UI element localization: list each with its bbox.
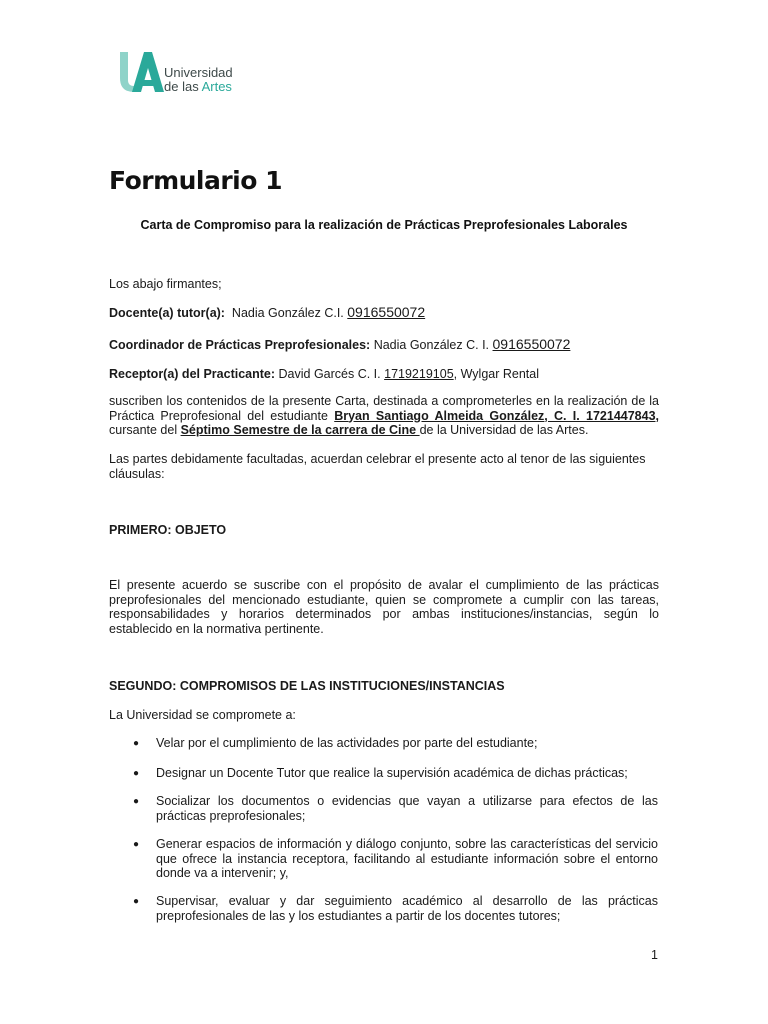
list-bullet: ●: [133, 839, 140, 850]
logo-line-1: Universidad: [164, 65, 233, 80]
primero-heading: PRIMERO: OBJETO: [109, 523, 227, 537]
logo-line-2: [164, 80, 233, 94]
coordinador-label: Coordinador de Prácticas Preprofesionales:: [109, 338, 371, 352]
list-item: Generar espacios de información y diálogo conjunto, sobre las características del servicio que ofrece la instancia receptora, facilitando al estudiante información sobre el entorno donde va a intervenir; y,: [156, 837, 658, 880]
coordinador-id: 0916550072: [492, 336, 571, 352]
coordinador-line: [109, 337, 659, 353]
student-name: Bryan Santiago Almeida González, C. I. 1721447843,: [334, 408, 660, 423]
intro-text: Los abajo firmantes;: [109, 277, 222, 291]
receptor-name: David Garcés C. I.: [278, 367, 381, 381]
list-bullet: ●: [133, 738, 140, 749]
docente-line: [109, 305, 659, 321]
list-bullet: ●: [133, 796, 140, 807]
ua-logo-mark-icon: [118, 50, 164, 94]
document-subtitle: Carta de Compromiso para la realización de Prácticas Preprofesionales Laborales: [140, 218, 628, 232]
suscriben-text-1: suscriben los contenidos de la presente Carta, destinada a comprometerles en la realización de la Práctica Preprofesional del estudiante: [109, 394, 659, 423]
segundo-intro: La Universidad se compromete a:: [109, 708, 296, 722]
list-bullet: ●: [133, 768, 140, 779]
list-item: Socializar los documentos o evidencias que vayan a utilizarse para efectos de las prácticas preprofesionales;: [156, 794, 658, 823]
list-item: Designar un Docente Tutor que realice la supervisión académica de dichas prácticas;: [156, 766, 628, 780]
list-item: Velar por el cumplimiento de las actividades por parte del estudiante;: [156, 736, 538, 750]
partes-paragraph: Las partes debidamente facultadas, acuerdan celebrar el presente acto al tenor de las siguientes cláusulas:: [109, 452, 646, 481]
coordinador-name: Nadia González C. I.: [373, 338, 490, 352]
docente-id: 0916550072: [347, 304, 426, 320]
receptor-label: Receptor(a) del Practicante:: [109, 367, 276, 381]
page-number: 1: [651, 948, 658, 962]
list-bullet: ●: [133, 896, 140, 907]
suscriben-paragraph: [109, 394, 659, 438]
receptor-company: , Wylgar Rental: [453, 367, 539, 381]
receptor-line: [109, 367, 659, 382]
suscriben-text-2: cursante del: [109, 423, 181, 437]
logo-line-2a: de las: [164, 79, 202, 94]
primero-paragraph: El presente acuerdo se suscribe con el propósito de avalar el cumplimiento de las prácticas preprofesionales del mencionado estudiante, quien se compromete a cumplir con las tareas, responsabilidades y horarios determinados por ambas instituciones/instancias, según lo establecido en la normativa pertinente.: [109, 578, 659, 636]
university-logo: [118, 50, 248, 96]
docente-label: Docente(a) tutor(a):: [109, 306, 225, 320]
student-semester: Séptimo Semestre de la carrera de Cine: [180, 423, 420, 437]
receptor-id: 1719219105: [384, 367, 454, 381]
list-item: Supervisar, evaluar y dar seguimiento académico al desarrollo de las prácticas preprofesionales de las y los estudiantes a partir de los docentes tutores;: [156, 894, 658, 923]
docente-name: Nadia González C.I.: [231, 306, 344, 320]
segundo-heading: SEGUNDO: COMPROMISOS DE LAS INSTITUCIONES/INSTANCIAS: [109, 679, 505, 693]
university-name: [164, 66, 233, 94]
logo-line-2b: Artes: [201, 79, 232, 94]
suscriben-text-3: de la Universidad de las Artes.: [419, 423, 589, 437]
page-title: Formulario 1: [109, 166, 283, 195]
